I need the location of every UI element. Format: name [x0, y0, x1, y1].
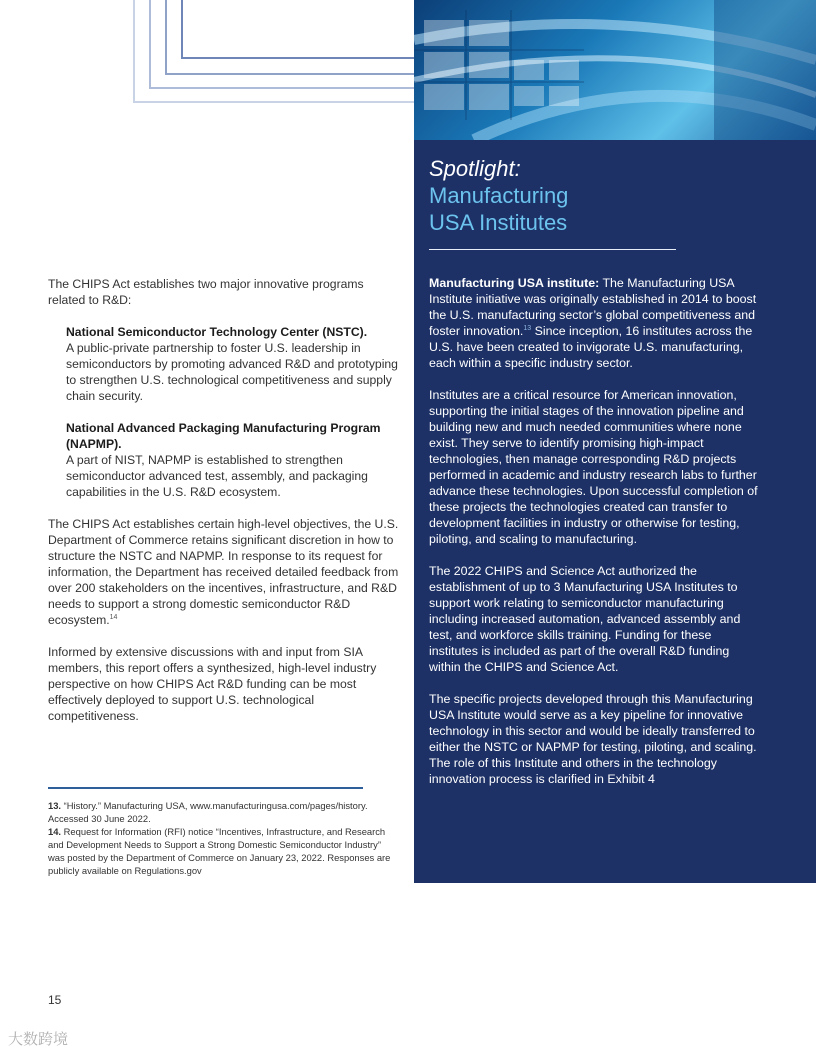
footnote-divider [48, 787, 363, 789]
footnote-13-number: 13. [48, 800, 62, 811]
objectives-text: The CHIPS Act establishes certain high-level objectives, the U.S. Department of Commerce retains significant discretion in how to structure the NSTC and NAPMP. In response to its request for information, the Department has received detailed feedback from over 200 stakeholders on the incentives, infrastructure, and R&D needs to support a strong domestic semiconductor R&D ecosystem. [48, 517, 399, 627]
spotlight-title-line1: Manufacturing [429, 183, 569, 208]
watermark: 大数跨境 [8, 1030, 69, 1048]
spotlight-paragraph-3: The 2022 CHIPS and Science Act authorized the establishment of up to 3 Manufacturing USA Institutes to support work relating to semiconductor manufacturing including increased automation, advanced assembly and test, and workforce skills training. Funding for these institutes is included as part of the overall R&D funding within the CHIPS and Science Act. [429, 564, 741, 674]
nstc-title: National Semiconductor Technology Center (NSTC). [66, 325, 368, 339]
footnote-14-text: Request for Information (RFI) notice “Incentives, Infrastructure, and Research and Development Needs to Support a Strong Domestic Semiconductor Industry” was posted by the Department of Commerce on January 23, 2022. Responses are publicly available on Regulations.gov [48, 826, 391, 876]
spotlight-body [429, 275, 759, 803]
napmp-text: A part of NIST, NAPMP is established to strengthen semiconductor advanced test, assembly, and packaging capabilities in the U.S. R&D ecosystem. [66, 453, 368, 499]
nstc-item [48, 324, 404, 404]
spotlight-label: Spotlight: [429, 156, 521, 181]
footnote-14-number: 14. [48, 826, 62, 837]
informed-paragraph: Informed by extensive discussions with and input from SIA members, this report offers a synthesized, high-level industry perspective on how CHIPS Act R&D funding can be most effectively deployed to support U.S. technological competitiveness. [48, 645, 377, 723]
napmp-item [48, 420, 404, 500]
spotlight-p1-tail: Since inception, 16 institutes across the U.S. have been created to invigorate U.S. manufacturing, each within a specific industry sector. [429, 324, 753, 370]
napmp-title: National Advanced Packaging Manufacturing Program (NAPMP). [66, 421, 381, 451]
footnote-ref-14: 14 [109, 613, 118, 621]
main-column [48, 276, 404, 740]
objectives-paragraph [48, 516, 404, 628]
intro-paragraph: The CHIPS Act establishes two major innovative programs related to R&D: [48, 277, 364, 307]
spotlight-panel [414, 140, 816, 883]
spotlight-paragraph-4: The specific projects developed through this Manufacturing USA Institute would serve as a key pipeline for innovative technology in this sector and would be ideally transferred to either the NSTC or NAPMP for testing, piloting, and scaling. The role of this Institute and others in the technology innovation process is clarified in Exhibit 4 [429, 692, 757, 786]
spotlight-p1-text: The Manufacturing USA Institute initiative was originally established in 2014 to boost the U.S. manufacturing sector’s global competitiveness and foster innovation. [429, 276, 757, 338]
nstc-text: A public-private partnership to foster U.S. leadership in semiconductors by promoting advanced R&D and prototyping to strengthen U.S. technological competitiveness and supply chain security. [66, 341, 398, 403]
hero-image [414, 0, 816, 140]
spotlight-lead: Manufacturing USA institute: [429, 276, 600, 290]
footnote-ref-13: 13 [523, 324, 532, 332]
footnote-13-text: “History.” Manufacturing USA, www.manufacturingusa.com/pages/history. Accessed 30 June 2022. [48, 800, 368, 824]
spotlight-divider [429, 249, 676, 250]
spotlight-paragraph-1 [429, 275, 759, 371]
footnote-14 [48, 825, 398, 877]
decorative-frame-lines [0, 0, 414, 110]
footnotes [48, 799, 398, 877]
spotlight-paragraph-2: Institutes are a critical resource for American innovation, supporting the initial stages of the innovation pipeline and building new and much needed communities where none exist. They serve to identify promising high-impact technologies, then manage corresponding R&D projects performed in academic and industry research labs to further advance these technologies. Upon successful completion of these projects the technologies created can transfer to development facilities in industry or otherwise for testing, piloting, and scaling to manufacturing. [429, 388, 758, 546]
spotlight-title-line2: USA Institutes [429, 210, 568, 235]
footnote-13 [48, 799, 398, 825]
page-number: 15 [48, 993, 62, 1007]
